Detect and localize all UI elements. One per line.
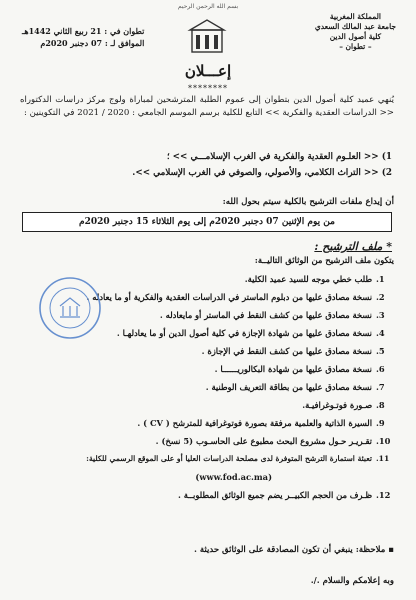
institution-header xyxy=(315,12,396,53)
deposit-period-box: من يوم الإثنين 07 دجنبر 2020م إلى يوم الثلاثاء 15 دجنبر 2020م xyxy=(22,212,392,232)
list-item: 1. طلب خطي موجه للسيد عميد الكلية. xyxy=(244,274,385,284)
title-ornament: ******** xyxy=(188,84,228,93)
page-title: إعـــلان xyxy=(184,62,232,80)
note: ▪ ملاحظة: ينبغي أن تكون المصادقة على الوثائق حديثة . xyxy=(193,545,394,555)
list-item: 4. نسخة مصادق عليها من شهادة الإجازة في كلية أصول الدين أو ما يعادلهـا . xyxy=(116,328,385,338)
list-item: 9. السيرة الذاتية والعلمية مرفقة بصورة فوتوغرافية للمترشح ( CV ) . xyxy=(137,418,385,428)
date-block xyxy=(22,26,144,49)
program-item: 2) << التراث الكلامي، والأصولي، والصوفي في الغرب الإسلامي >>. xyxy=(132,168,392,178)
hijri-date: تطوان في : 21 ربيع الثاني 1442هـ xyxy=(22,26,145,36)
file-section-subheading: يتكون ملف الترشيح من الوثائق التاليــة: xyxy=(254,255,394,265)
list-item: 12. ظـرف من الحجم الكبيــر يضم جميع الوثائق المطلوبــة . xyxy=(177,490,391,500)
website-link[interactable]: (www.fod.ac.ma) xyxy=(195,472,272,482)
header-line: – تطوان – xyxy=(339,42,372,52)
list-item: 8. صـورة فوتـوغرافيـة. xyxy=(302,400,385,410)
gregorian-date: الموافق لـ : 07 دجنبر 2020م xyxy=(40,37,145,48)
header-line: جامعة عبد المالك السعدي xyxy=(314,22,396,32)
list-item: 3. نسخة مصادق عليها من كشف النقط في الماستر أو مايعادله . xyxy=(159,310,385,320)
file-section-heading: * ملف الترشيح : xyxy=(314,240,392,253)
header-line: المملكة المغربية xyxy=(329,12,381,21)
deposit-text: أن إيداع ملفات الترشيح بالكلية سيتم بحول الله: xyxy=(222,197,394,207)
list-item: 11. تعبئة استمارة الترشح المتوفرة لدى مصلحة الدراسات العليا أو على الموقع الرسمي للكلية: xyxy=(86,454,390,463)
faculty-stamp-icon xyxy=(38,276,102,340)
list-item: 2. نسخة مصادق عليها من دبلوم الماستر في الدراسات العقدية والفكرية أو ما يعادله . xyxy=(86,292,385,302)
list-item: 5. نسخة مصادق عليها من كشف النقط في الإجازة . xyxy=(201,346,385,356)
bismillah: بسم الله الرحمن الرحيم xyxy=(177,3,239,10)
list-item: 6. نسخة مصادق عليها من شهادة البكالوريــــــا . xyxy=(214,364,385,374)
closing-line: وبه إعلامكم والسلام ./. xyxy=(310,576,394,586)
program-item: 1) << العلـوم العقدية والفكرية في الغرب الإسلامـــي >> ؛ xyxy=(166,152,392,162)
university-logo-icon xyxy=(186,16,228,56)
intro-paragraph: يُنهي عميد كلية أصول الدين بتطوان إلى عموم الطلبة المترشحين لمباراة ولوج مركز دراسات الدكتوراه << الدراسات العقدية والفكرية >> التابع للكلية برسم الموسم الجامعي : 2020 / 2021 في التكوينين : xyxy=(20,95,394,119)
list-item: 7. نسخة مصادق عليها من بطاقة التعريف الوطنية . xyxy=(205,382,385,392)
list-item: 10. تقـريـر حـول مشروع البحث مطبوع على الحاسـوب (5 نسخ) . xyxy=(155,436,391,446)
header-line: كلية أصول الدين xyxy=(329,32,382,42)
